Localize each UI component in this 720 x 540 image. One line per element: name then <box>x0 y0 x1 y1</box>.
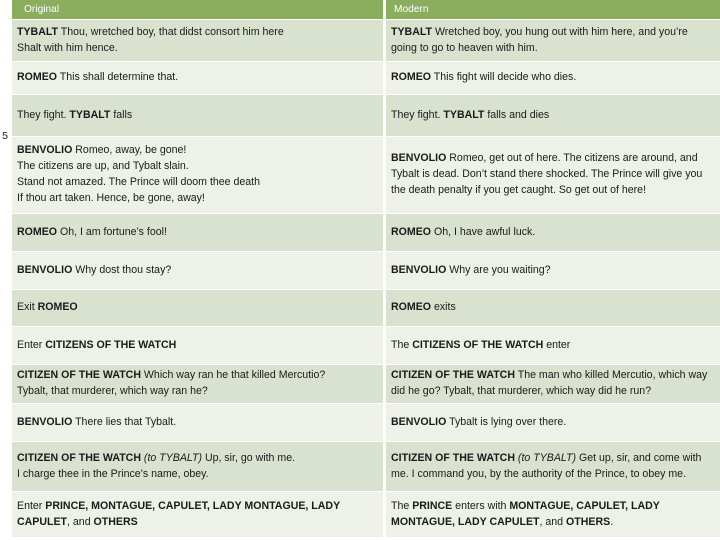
text-part: They fight. <box>17 108 70 121</box>
dialogue-text: This shall determine that. <box>57 71 179 84</box>
modern-cell <box>386 290 720 326</box>
table-row <box>12 442 720 492</box>
speaker-name: BENVOLIO <box>17 144 73 157</box>
speaker-name: ROMEO <box>391 301 432 314</box>
original-cell-text <box>17 338 176 354</box>
dialogue-text: Romeo, get out of here. The citizens are around, and Tybalt is dead. Don’t stand there shocked. The Prince will give you the death penalty if you get caught. So get out of here! <box>391 152 703 196</box>
modern-cell <box>386 62 720 94</box>
header-modern: Modern <box>386 0 720 19</box>
speaker-name: OTHERS <box>93 515 138 528</box>
speaker-name: OTHERS <box>566 515 611 528</box>
original-cell <box>12 365 386 403</box>
dialogue-text: The man who killed Mercutio, which way did he go? Tybalt, that murderer, which way did he run? <box>391 369 708 397</box>
dialogue-text: Thou, wretched boy, that didst consort him here Shalt with him hence. <box>17 25 284 54</box>
modern-cell-text <box>391 300 456 316</box>
original-cell-text <box>17 70 178 86</box>
dialogue-text: Wretched boy, you hung out with him here, and you’re going to go to heaven with him. <box>391 25 688 54</box>
speaker-name: PRINCE <box>412 499 453 512</box>
header-original: Original <box>12 0 386 19</box>
modern-cell <box>386 252 720 289</box>
dialogue-text: Get up, sir, and come with me. I command you, by the authority of the Prince, to obey me. <box>391 451 702 480</box>
modern-cell-text <box>391 499 714 531</box>
text-part: Exit <box>17 301 38 314</box>
table-row <box>12 327 720 365</box>
original-cell <box>12 442 386 491</box>
modern-cell-text <box>391 368 714 400</box>
line-number-gutter <box>0 0 12 540</box>
dialogue-text: exits <box>431 301 456 314</box>
text-part: Enter <box>17 499 46 512</box>
modern-cell-text <box>391 25 714 57</box>
speaker-name: CITIZENS OF THE WATCH <box>45 338 177 351</box>
dialogue-text: Oh, I am fortune’s fool! <box>57 225 167 238</box>
modern-cell-text <box>391 151 714 198</box>
dialogue-text: This fight will decide who dies. <box>431 71 577 84</box>
original-cell <box>12 20 386 61</box>
text-part: enters with <box>452 499 510 512</box>
speaker-name: TYBALT <box>443 108 485 121</box>
original-cell-text <box>17 225 167 241</box>
speaker-name: ROMEO <box>391 225 432 238</box>
original-cell-text <box>17 368 325 400</box>
speaker-name: BENVOLIO <box>391 152 447 165</box>
modern-cell <box>386 137 720 213</box>
speaker-name: CITIZENS OF THE WATCH <box>412 338 544 351</box>
translation-table <box>12 0 720 538</box>
text-part: . <box>610 515 614 528</box>
table-row <box>12 365 720 404</box>
speaker-name: BENVOLIO <box>391 263 447 276</box>
speaker-name: CITIZEN OF THE WATCH <box>17 369 141 382</box>
original-cell-text <box>17 415 176 431</box>
modern-cell <box>386 404 720 441</box>
original-cell-text <box>17 451 295 483</box>
table-row <box>12 20 720 62</box>
dialogue-text: There lies that Tybalt. <box>72 415 177 428</box>
original-cell-text <box>17 499 377 531</box>
modern-cell <box>386 95 720 136</box>
original-cell <box>12 404 386 441</box>
stage-direction: (to TYBALT) <box>140 451 203 464</box>
speaker-name: TYBALT <box>17 25 58 38</box>
modern-cell-text <box>391 338 570 354</box>
table-row <box>12 62 720 95</box>
table-row <box>12 252 720 290</box>
table-row <box>12 214 720 252</box>
text-part: Enter <box>17 338 46 351</box>
speaker-name: TYBALT <box>69 108 111 121</box>
speaker-name: ROMEO <box>37 301 78 314</box>
original-cell-text <box>17 300 78 316</box>
dialogue-text: , and <box>539 515 567 528</box>
original-cell <box>12 214 386 251</box>
modern-cell <box>386 442 720 491</box>
table-row <box>12 290 720 327</box>
original-cell <box>12 62 386 94</box>
original-cell <box>12 492 386 537</box>
dialogue-text: Tybalt is lying over there. <box>446 415 567 428</box>
modern-cell-text <box>391 451 714 483</box>
modern-cell <box>386 20 720 61</box>
text-part: , and <box>67 515 94 528</box>
dialogue-text: Up, sir, go with me. I charge thee in the Prince’s name, obey. <box>17 451 296 480</box>
original-cell <box>12 290 386 326</box>
dialogue-text: enter <box>543 338 571 351</box>
dialogue-text: Why are you waiting? <box>446 263 551 276</box>
original-cell-text <box>17 263 171 279</box>
modern-cell <box>386 365 720 403</box>
speaker-name: BENVOLIO <box>17 415 73 428</box>
speaker-name: MONTAGUE, CAPULET, LADY MONTAGUE, LADY CAPULET <box>391 499 660 528</box>
speaker-name: CITIZEN OF THE WATCH <box>391 369 515 382</box>
text-part: The <box>391 499 413 512</box>
speaker-name: TYBALT <box>391 25 432 38</box>
original-cell-text <box>17 108 132 124</box>
original-cell <box>12 327 386 364</box>
speaker-name: BENVOLIO <box>17 263 73 276</box>
dialogue-text: Romeo, away, be gone! The citizens are up, and Tybalt slain. Stand not amazed. The Prince will doom thee death If thou art taken. Hence, be gone, away! <box>17 144 261 204</box>
table-header <box>12 0 720 20</box>
modern-cell <box>386 492 720 537</box>
dialogue-text: Why dost thou stay? <box>72 263 172 276</box>
speaker-name: ROMEO <box>391 71 432 84</box>
speaker-name: CITIZEN OF THE WATCH <box>391 451 515 464</box>
speaker-name: PRINCE, MONTAGUE, CAPULET, LADY MONTAGUE, LADY CAPULET <box>17 499 340 528</box>
modern-cell-text <box>391 415 566 431</box>
modern-cell <box>386 214 720 251</box>
dialogue-text: falls <box>110 108 133 121</box>
stage-direction: (to TYBALT) <box>514 451 577 464</box>
speaker-name: CITIZEN OF THE WATCH <box>17 451 141 464</box>
text-part: They fight. <box>391 108 444 121</box>
text-part: The <box>391 338 413 351</box>
modern-cell-text <box>391 108 549 124</box>
modern-cell-text <box>391 70 576 86</box>
modern-cell <box>386 327 720 364</box>
table-row <box>12 95 720 137</box>
speaker-name: BENVOLIO <box>391 415 447 428</box>
speaker-name: ROMEO <box>17 225 58 238</box>
table-row <box>12 137 720 214</box>
original-cell-text <box>17 143 260 206</box>
dialogue-text: Oh, I have awful luck. <box>431 225 536 238</box>
table-row <box>12 492 720 538</box>
table-row <box>12 404 720 442</box>
modern-cell-text <box>391 263 551 279</box>
speaker-name: ROMEO <box>17 71 58 84</box>
modern-cell-text <box>391 225 535 241</box>
dialogue-text: Which way ran he that killed Mercutio? Tybalt, that murderer, which way ran he? <box>17 369 326 397</box>
original-cell <box>12 137 386 213</box>
original-cell <box>12 252 386 289</box>
line-number: 5 <box>2 130 8 142</box>
original-cell-text <box>17 25 284 57</box>
original-cell <box>12 95 386 136</box>
dialogue-text: falls and dies <box>484 108 550 121</box>
